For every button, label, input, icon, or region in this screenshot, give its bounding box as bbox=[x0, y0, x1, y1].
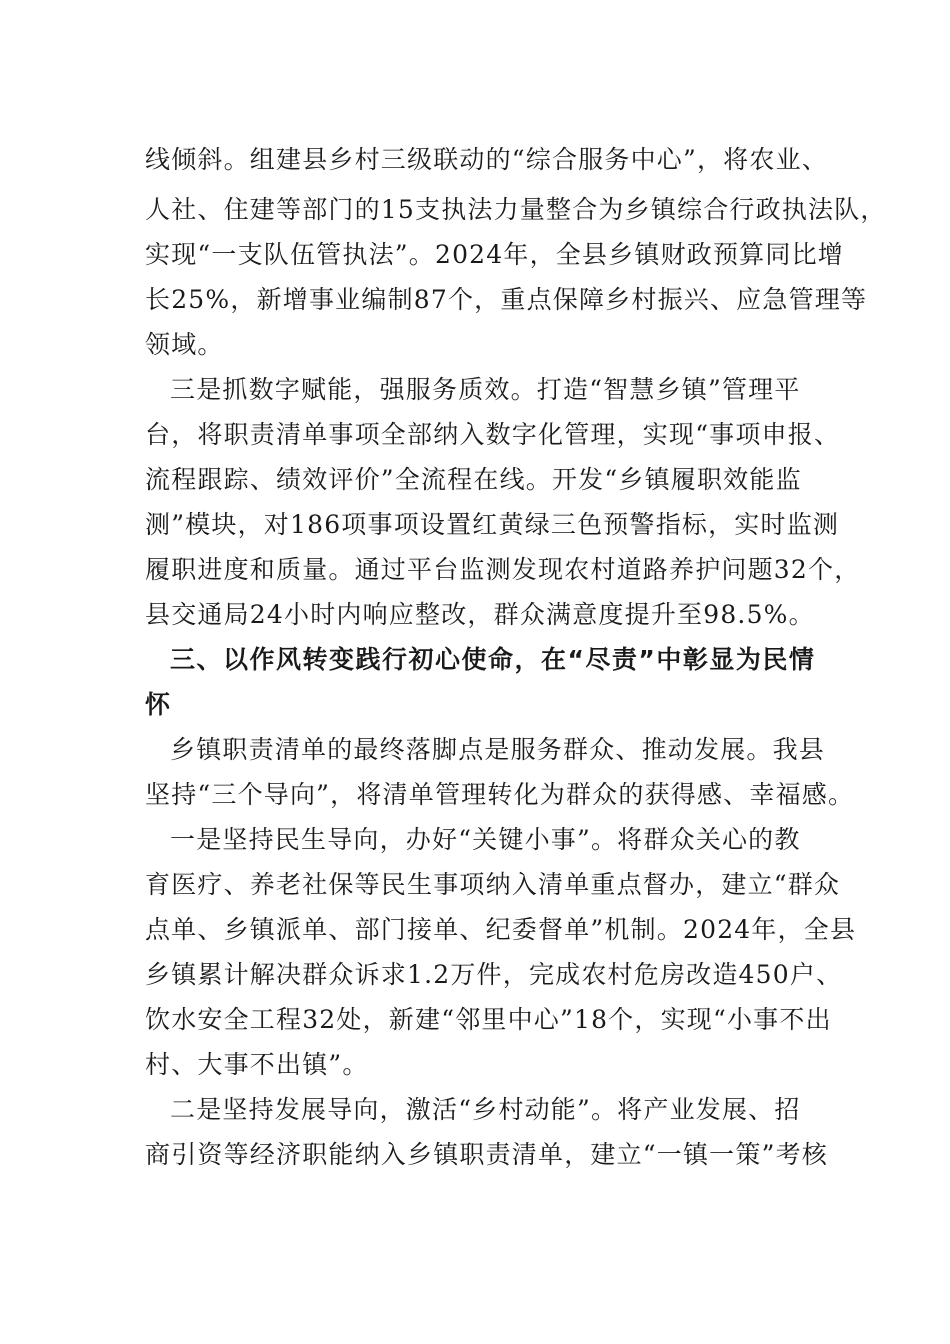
para2-line1: 三是抓数字赋能，强服务质效。打造“智慧乡镇”管理平 bbox=[170, 375, 801, 404]
para4-line5: 饮水安全工程32处，新建“邻里中心”18个，实现“小事不出 bbox=[145, 1005, 832, 1034]
para2-line6: 县交通局24小时内响应整改，群众满意度提升至98.5%。 bbox=[145, 600, 815, 629]
para1-line1: 线倾斜。组建县乡村三级联动的“综合服务中心”，将农业、 bbox=[145, 145, 828, 174]
para5-line2: 商引资等经济职能纳入乡镇职责清单，建立“一镇一策”考核 bbox=[145, 1140, 828, 1169]
para2-line4: 测”模块，对186项事项设置红黄绿三色预警指标，实时监测 bbox=[145, 510, 840, 539]
para4-line6: 村、大事不出镇”。 bbox=[145, 1050, 369, 1079]
para4-line3: 点单、乡镇派单、部门接单、纪委督单”机制。2024年，全县 bbox=[145, 915, 857, 944]
para1-line3: 实现“一支队伍管执法”。2024年，全县乡镇财政预算同比增 bbox=[145, 240, 844, 269]
para3-line2: 坚持“三个导向”，将清单管理转化为群众的获得感、幸福感。 bbox=[145, 780, 855, 809]
para2-line2: 台，将职责清单事项全部纳入数字化管理，实现“事项申报、 bbox=[145, 420, 841, 449]
para3-line1: 乡镇职责清单的最终落脚点是服务群众、推动发展。我县 bbox=[170, 735, 826, 764]
para2-line3: 流程跟踪、绩效评价”全流程在线。开发“乡镇履职效能监 bbox=[145, 465, 802, 494]
para4-line4: 乡镇累计解决群众诉求1.2万件，完成农村危房改造450户、 bbox=[145, 960, 843, 989]
para1-line2: 人社、住建等部门的15支执法力量整合为乡镇综合行政执法队， bbox=[145, 195, 887, 224]
para1-line5: 领域。 bbox=[145, 330, 224, 359]
para4-line2: 育医疗、养老社保等民生事项纳入清单重点督办，建立“群众 bbox=[145, 870, 841, 899]
section-heading-line1: 三、以作风转变践行初心使命，在“尽责”中彰显为民情 bbox=[170, 645, 816, 674]
para2-line5: 履职进度和质量。通过平台监测发现农村道路养护问题32个， bbox=[145, 555, 861, 584]
para4-line1: 一是坚持民生导向，办好“关键小事”。将群众关心的教 bbox=[170, 825, 801, 854]
para5-line1: 二是坚持发展导向，激活“乡村动能”。将产业发展、招 bbox=[170, 1095, 801, 1124]
para1-line4: 长25%，新增事业编制87个，重点保障乡村振兴、应急管理等 bbox=[145, 285, 868, 314]
section-heading-line2: 怀 bbox=[145, 690, 172, 719]
